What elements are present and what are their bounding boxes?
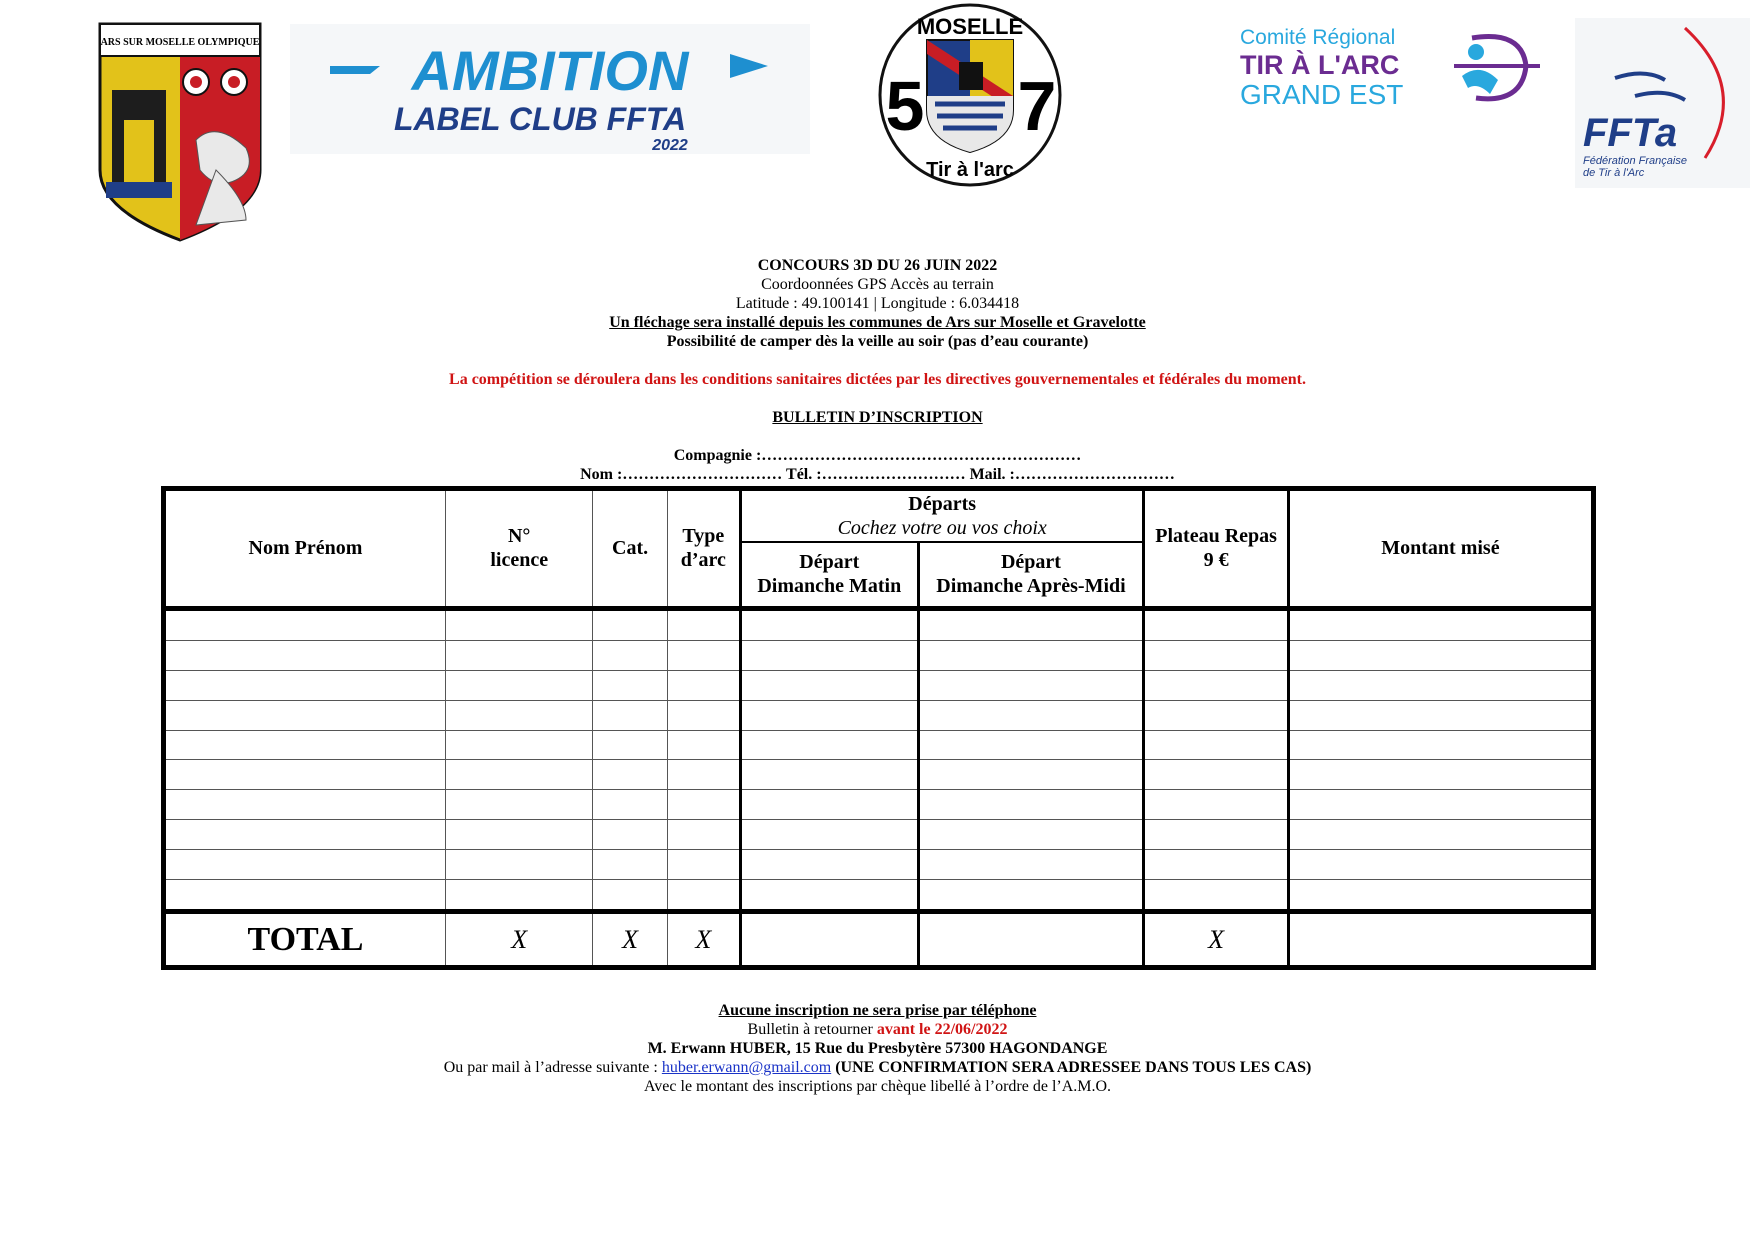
- departs-hint: Cochez votre ou vos choix: [837, 517, 1047, 540]
- cell-name[interactable]: [164, 640, 446, 670]
- ffta-federation-logo: [1575, 18, 1750, 188]
- header-amount: Montant misé: [1288, 489, 1593, 609]
- cell-meal[interactable]: [1144, 670, 1289, 700]
- cell-name[interactable]: [164, 700, 446, 730]
- total-cat-x: X: [593, 912, 667, 968]
- cell-depart-afternoon[interactable]: [918, 760, 1144, 790]
- header-bow-type: Type d’arc: [667, 489, 740, 609]
- cell-depart-morning[interactable]: [740, 880, 918, 912]
- header-meal: Plateau Repas 9 €: [1144, 489, 1289, 609]
- cell-bow[interactable]: [667, 790, 740, 820]
- return-deadline: avant le 22/06/2022: [876, 1021, 1008, 1038]
- cell-name[interactable]: [164, 790, 446, 820]
- cell-depart-morning[interactable]: [740, 820, 918, 850]
- cell-depart-afternoon[interactable]: [918, 640, 1144, 670]
- total-label: TOTAL: [164, 912, 446, 968]
- ffta-mark: FFTa: [1583, 111, 1678, 155]
- cell-meal[interactable]: [1144, 790, 1289, 820]
- cell-depart-afternoon[interactable]: [918, 700, 1144, 730]
- cell-meal[interactable]: [1144, 700, 1289, 730]
- cell-depart-morning[interactable]: [740, 670, 918, 700]
- cell-depart-morning[interactable]: [740, 730, 918, 760]
- cell-cat[interactable]: [593, 640, 667, 670]
- table-row: [164, 760, 1594, 790]
- cell-depart-morning[interactable]: [740, 790, 918, 820]
- cell-licence[interactable]: [445, 790, 593, 820]
- sanitary-notice: La compétition se déroulera dans les conditions sanitaires dictées par les directives gouvernementales et fédérales du moment.: [449, 371, 1306, 388]
- cell-amount[interactable]: [1288, 880, 1593, 912]
- cell-cat[interactable]: [593, 880, 667, 912]
- cell-bow[interactable]: [667, 850, 740, 880]
- cell-meal[interactable]: [1144, 608, 1289, 640]
- cell-depart-morning[interactable]: [740, 850, 918, 880]
- table-row: [164, 670, 1594, 700]
- cell-amount[interactable]: [1288, 760, 1593, 790]
- gps-coordinates: Latitude : 49.100141 | Longitude : 6.034418: [735, 295, 1020, 312]
- header-depart-afternoon: Départ Dimanche Après-Midi: [918, 542, 1144, 608]
- camping-notice: Possibilité de camper dès la veille au soir (pas d’eau courante): [666, 333, 1089, 350]
- cell-cat[interactable]: [593, 670, 667, 700]
- cell-licence[interactable]: [445, 760, 593, 790]
- table-row: [164, 790, 1594, 820]
- grandest-line2: TIR À L'ARC: [1240, 50, 1400, 80]
- competition-title: CONCOURS 3D DU 26 JUIN 2022: [757, 257, 998, 274]
- table-row: [164, 820, 1594, 850]
- ffta-line1: Fédération Française: [1583, 155, 1687, 167]
- cell-licence[interactable]: [445, 640, 593, 670]
- cell-name[interactable]: [164, 880, 446, 912]
- cell-name[interactable]: [164, 608, 446, 640]
- cell-cat[interactable]: [593, 790, 667, 820]
- grandest-line3: GRAND EST: [1240, 79, 1404, 110]
- signage-notice: Un fléchage sera installé depuis les communes de Ars sur Moselle et Gravelotte: [609, 314, 1146, 331]
- grand-est-committee-logo: [1240, 18, 1540, 118]
- cell-bow[interactable]: [667, 700, 740, 730]
- registration-table: [161, 486, 1596, 970]
- cell-depart-morning[interactable]: [740, 608, 918, 640]
- table-row: [164, 730, 1594, 760]
- mail-line: Ou par mail à l’adresse suivante : huber.erwann@gmail.com (UNE CONFIRMATION SERA ADRESSEE DANS TOUS LES CAS): [443, 1059, 1312, 1076]
- cell-cat[interactable]: [593, 820, 667, 850]
- cell-meal[interactable]: [1144, 820, 1289, 850]
- moselle-digit-7: 7: [1017, 67, 1057, 145]
- cell-amount[interactable]: [1288, 640, 1593, 670]
- header-category: Cat.: [593, 489, 667, 609]
- cell-bow[interactable]: [667, 760, 740, 790]
- cell-bow[interactable]: [667, 730, 740, 760]
- cell-amount[interactable]: [1288, 850, 1593, 880]
- postal-address: M. Erwann HUBER, 15 Rue du Presbytère 57300 HAGONDANGE: [647, 1040, 1108, 1057]
- header-depart-morning: Départ Dimanche Matin: [740, 542, 918, 608]
- club-crest-text: ARS SUR MOSELLE OLYMPIQUE: [100, 37, 260, 48]
- cell-depart-morning[interactable]: [740, 760, 918, 790]
- cell-amount[interactable]: [1288, 820, 1593, 850]
- cell-cat[interactable]: [593, 608, 667, 640]
- table-row: [164, 608, 1594, 640]
- cell-licence[interactable]: [445, 670, 593, 700]
- ffta-line2: de Tir à l'Arc: [1583, 167, 1645, 179]
- cell-bow[interactable]: [667, 820, 740, 850]
- table-row: [164, 880, 1594, 912]
- ambition-label-logo: [290, 24, 810, 154]
- company-field[interactable]: Compagnie :……………………………………………………: [673, 447, 1082, 464]
- cell-cat[interactable]: [593, 850, 667, 880]
- cell-amount[interactable]: [1288, 700, 1593, 730]
- cell-name[interactable]: [164, 820, 446, 850]
- cell-amount[interactable]: [1288, 730, 1593, 760]
- moselle-digit-5: 5: [885, 67, 925, 145]
- cell-depart-afternoon[interactable]: [918, 670, 1144, 700]
- cell-licence[interactable]: [445, 880, 593, 912]
- email-link[interactable]: huber.erwann@gmail.com: [661, 1059, 832, 1076]
- total-amount[interactable]: [1288, 912, 1593, 968]
- total-licence-x: X: [445, 912, 593, 968]
- cell-bow[interactable]: [667, 608, 740, 640]
- cell-depart-afternoon[interactable]: [918, 880, 1144, 912]
- cell-amount[interactable]: [1288, 790, 1593, 820]
- cell-licence[interactable]: [445, 608, 593, 640]
- table-row: [164, 850, 1594, 880]
- ambition-text: AMBITION: [411, 39, 689, 102]
- moselle-bottom-text: Tir à l'arc: [926, 159, 1014, 181]
- grandest-line1: Comité Régional: [1240, 26, 1396, 49]
- cell-cat[interactable]: [593, 730, 667, 760]
- payment-instruction: Avec le montant des inscriptions par chèque libellé à l’ordre de l’A.M.O.: [643, 1078, 1112, 1095]
- cell-name[interactable]: [164, 760, 446, 790]
- cell-depart-morning[interactable]: [740, 640, 918, 670]
- total-bow-x: X: [667, 912, 740, 968]
- header-name: Nom Prénom: [164, 489, 446, 609]
- moselle-archery-logo: [875, 0, 1065, 190]
- cell-name[interactable]: [164, 850, 446, 880]
- cell-cat[interactable]: [593, 700, 667, 730]
- cell-licence[interactable]: [445, 700, 593, 730]
- cell-depart-afternoon[interactable]: [918, 850, 1144, 880]
- cell-name[interactable]: [164, 730, 446, 760]
- cell-depart-afternoon[interactable]: [918, 608, 1144, 640]
- cell-depart-afternoon[interactable]: [918, 790, 1144, 820]
- return-deadline-line: Bulletin à retourner avant le 22/06/2022: [747, 1021, 1008, 1038]
- label-club-text: LABEL CLUB FFTA: [393, 101, 687, 137]
- contact-fields[interactable]: Nom :………………………… Tél. :……………………… Mail. :…………………………: [580, 466, 1175, 483]
- cell-amount[interactable]: [1288, 670, 1593, 700]
- cell-licence[interactable]: [445, 820, 593, 850]
- form-title: BULLETIN D’INSCRIPTION: [772, 409, 983, 426]
- cell-meal[interactable]: [1144, 730, 1289, 760]
- cell-depart-afternoon[interactable]: [918, 730, 1144, 760]
- cell-cat[interactable]: [593, 760, 667, 790]
- gps-label: Coordoonnées GPS Accès au terrain: [761, 276, 994, 293]
- no-phone-notice: Aucune inscription ne sera prise par téléphone: [718, 1002, 1037, 1019]
- cell-name[interactable]: [164, 670, 446, 700]
- cell-meal[interactable]: [1144, 640, 1289, 670]
- cell-licence[interactable]: [445, 850, 593, 880]
- total-depart-afternoon[interactable]: [918, 912, 1144, 968]
- cell-licence[interactable]: [445, 730, 593, 760]
- cell-bow[interactable]: [667, 670, 740, 700]
- club-crest-logo: [96, 20, 264, 244]
- cell-meal[interactable]: [1144, 880, 1289, 912]
- total-depart-morning[interactable]: [740, 912, 918, 968]
- header-licence: N° licence: [445, 489, 593, 609]
- total-meal-x: X: [1144, 912, 1289, 968]
- cell-depart-morning[interactable]: [740, 700, 918, 730]
- table-row: [164, 700, 1594, 730]
- registration-rows: [164, 608, 1594, 912]
- cell-bow[interactable]: [667, 880, 740, 912]
- cell-meal[interactable]: [1144, 760, 1289, 790]
- table-row: [164, 640, 1594, 670]
- cell-bow[interactable]: [667, 640, 740, 670]
- header-departs: Départs Cochez votre ou vos choix: [740, 489, 1143, 543]
- total-row: [164, 912, 1594, 968]
- cell-amount[interactable]: [1288, 608, 1593, 640]
- ambition-year: 2022: [652, 137, 688, 154]
- cell-depart-afternoon[interactable]: [918, 820, 1144, 850]
- moselle-top-text: MOSELLE: [916, 14, 1024, 39]
- cell-meal[interactable]: [1144, 850, 1289, 880]
